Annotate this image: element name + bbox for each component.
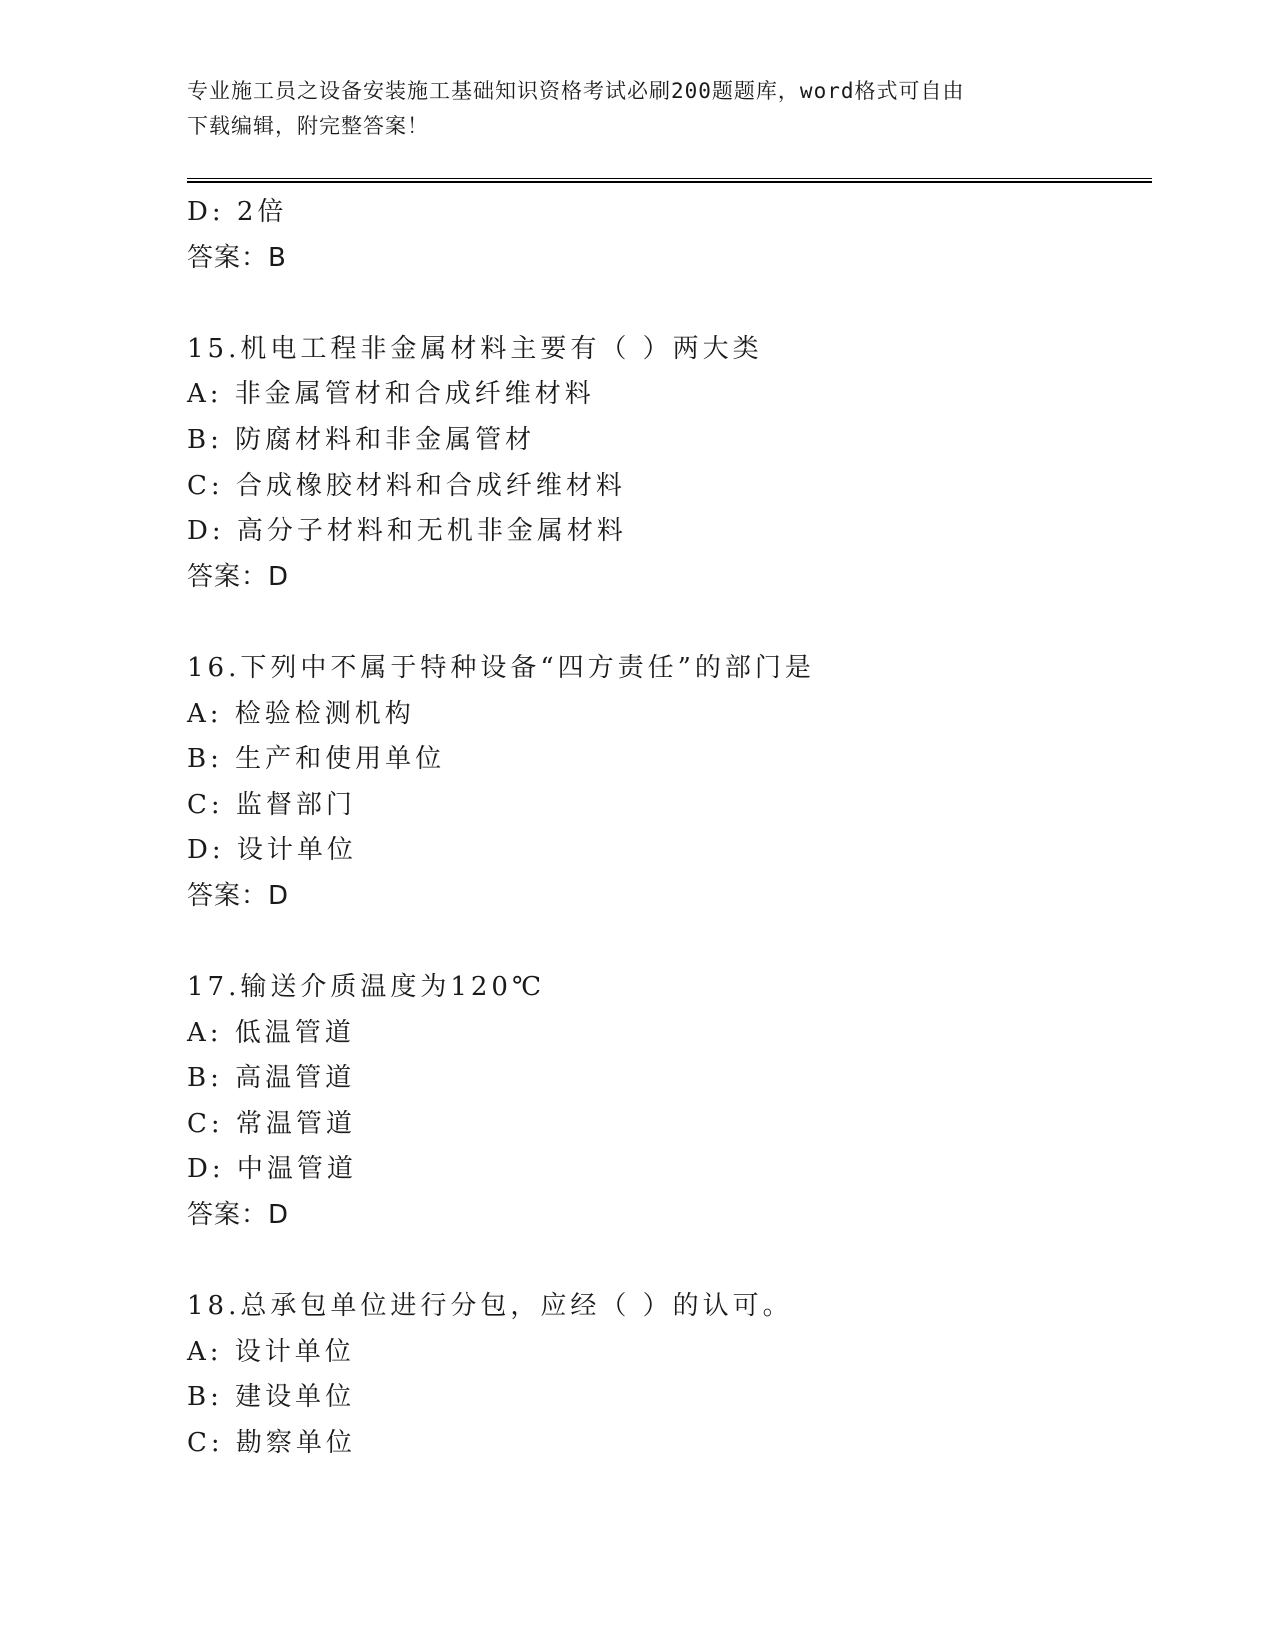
spacer	[187, 281, 1152, 327]
lead-fragment	[187, 190, 1152, 281]
spacer	[187, 600, 1152, 646]
option-c: C: 勘察单位	[187, 1428, 356, 1459]
option-a: A: 非金属管材和合成纤维材料	[187, 379, 595, 410]
option-d: D: 中温管道	[187, 1154, 357, 1185]
option-a: A: 检验检测机构	[187, 698, 415, 729]
option-b: B: 防腐材料和非金属管材	[187, 424, 536, 455]
answer-line: 答案：D	[187, 880, 290, 911]
option-d: D: 设计单位	[187, 835, 357, 866]
option-d: D: 高分子材料和无机非金属材料	[187, 516, 627, 547]
answer-line: 答案：B	[187, 242, 287, 273]
header-divider	[187, 178, 1152, 183]
answer-line: 答案：D	[187, 1200, 290, 1231]
answer-line: 答案：D	[187, 561, 290, 592]
question-15	[187, 327, 1152, 601]
question-16	[187, 646, 1152, 920]
header-title-line-2: 下载编辑，附完整答案！	[187, 114, 429, 138]
question-stem: 16.下列中不属于特种设备“四方责任”的部门是	[187, 652, 815, 683]
spacer	[187, 1239, 1152, 1285]
option-c: C: 监督部门	[187, 789, 356, 820]
option-d: D: 2倍	[187, 197, 288, 227]
option-b: B: 高温管道	[187, 1063, 356, 1094]
option-c: C: 常温管道	[187, 1108, 356, 1139]
option-a: A: 低温管道	[187, 1017, 355, 1048]
question-17	[187, 965, 1152, 1239]
question-stem: 17.输送介质温度为120℃	[187, 972, 546, 1003]
option-c: C: 合成橡胶材料和合成纤维材料	[187, 470, 626, 501]
question-stem: 15.机电工程非金属材料主要有（ ）两大类	[187, 333, 763, 364]
option-b: B: 生产和使用单位	[187, 744, 446, 775]
question-list	[187, 190, 1152, 1467]
option-b: B: 建设单位	[187, 1382, 356, 1413]
spacer	[187, 920, 1152, 966]
option-a: A: 设计单位	[187, 1336, 355, 1367]
question-stem: 18.总承包单位进行分包，应经（ ）的认可。	[187, 1291, 793, 1322]
header-title-line-1: 专业施工员之设备安装施工基础知识资格考试必刷200题题库，word格式可自由	[187, 79, 965, 103]
question-18	[187, 1284, 1152, 1466]
document-header	[187, 74, 1087, 144]
